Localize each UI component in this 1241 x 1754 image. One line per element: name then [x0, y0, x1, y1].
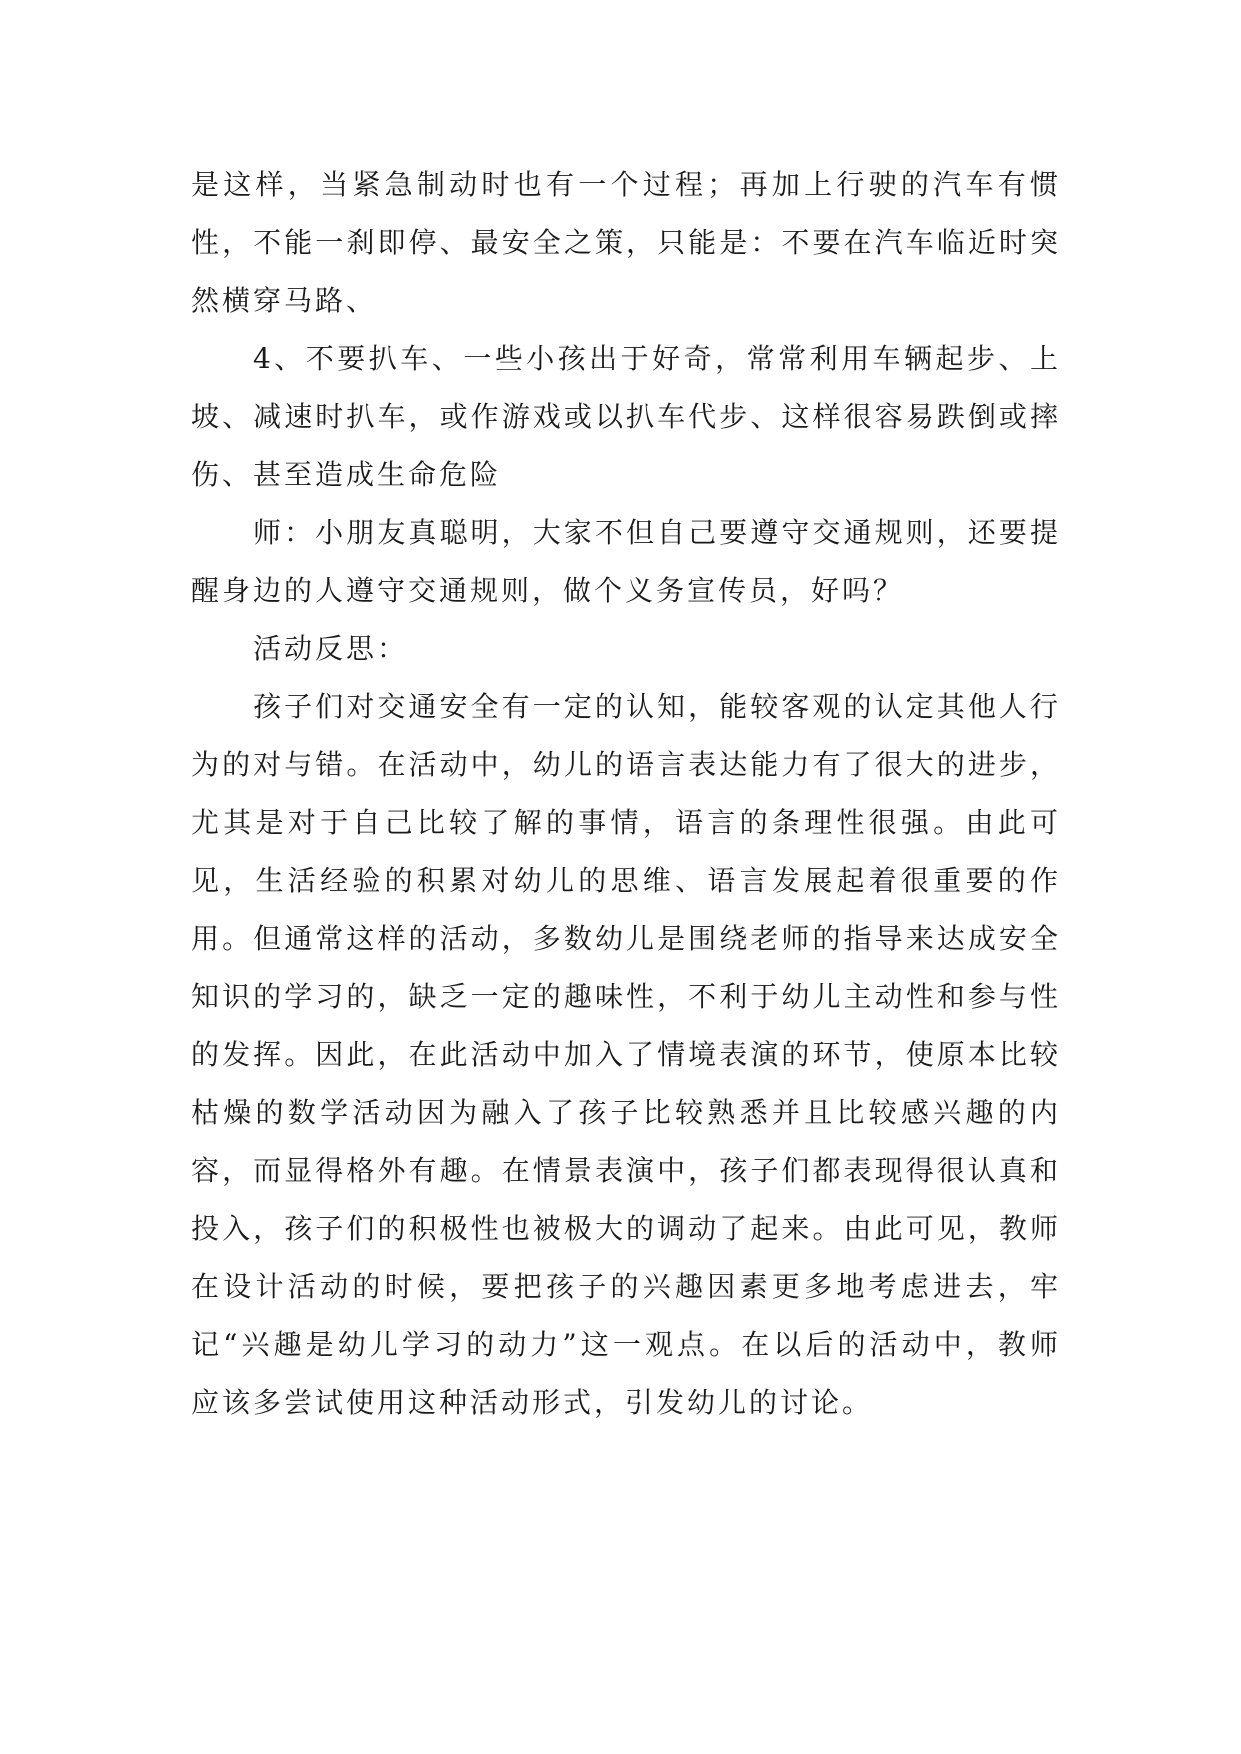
paragraph-rule-4: 4、不要扒车、一些小孩出于好奇，常常利用车辆起步、上坡、减速时扒车，或作游戏或以扒车代步、这样很容易跌倒或摔伤、甚至造成生命危险 — [191, 342, 1061, 491]
section-heading-reflection: 活动反思： — [253, 632, 409, 665]
body-text — [191, 156, 1061, 1432]
paragraph-reflection: 孩子们对交通安全有一定的认知，能较客观的认定其他人行为的对与错。在活动中，幼儿的语言表达能力有了很大的进步，尤其是对于自己比较了解的事情，语言的条理性很强。由此可见，生活经验的积累对幼儿的思维、语言发展起着很重要的作用。但通常这样的活动，多数幼儿是围绕老师的指导来达成安全知识的学习的，缺乏一定的趣味性，不利于幼儿主动性和参与性的发挥。因此，在此活动中加入了情境表演的环节，使原本比较枯燥的数学活动因为融入了孩子比较熟悉并且比较感兴趣的内容，而显得格外有趣。在情景表演中，孩子们都表现得很认真和投入，孩子们的积极性也被极大的调动了起来。由此可见，教师在设计活动的时候，要把孩子的兴趣因素更多地考虑进去，牢记“兴趣是幼儿学习的动力”这一观点。在以后的活动中，教师应该多尝试使用这种活动形式，引发幼儿的讨论。 — [191, 690, 1061, 1419]
paragraph-continuation: 是这样，当紧急制动时也有一个过程；再加上行驶的汽车有惯性，不能一刹即停、最安全之策，只能是：不要在汽车临近时突然横穿马路、 — [191, 168, 1061, 317]
paragraph-teacher-remark: 师：小朋友真聪明，大家不但自己要遵守交通规则，还要提醒身边的人遵守交通规则，做个义务宣传员，好吗？ — [191, 516, 1061, 607]
